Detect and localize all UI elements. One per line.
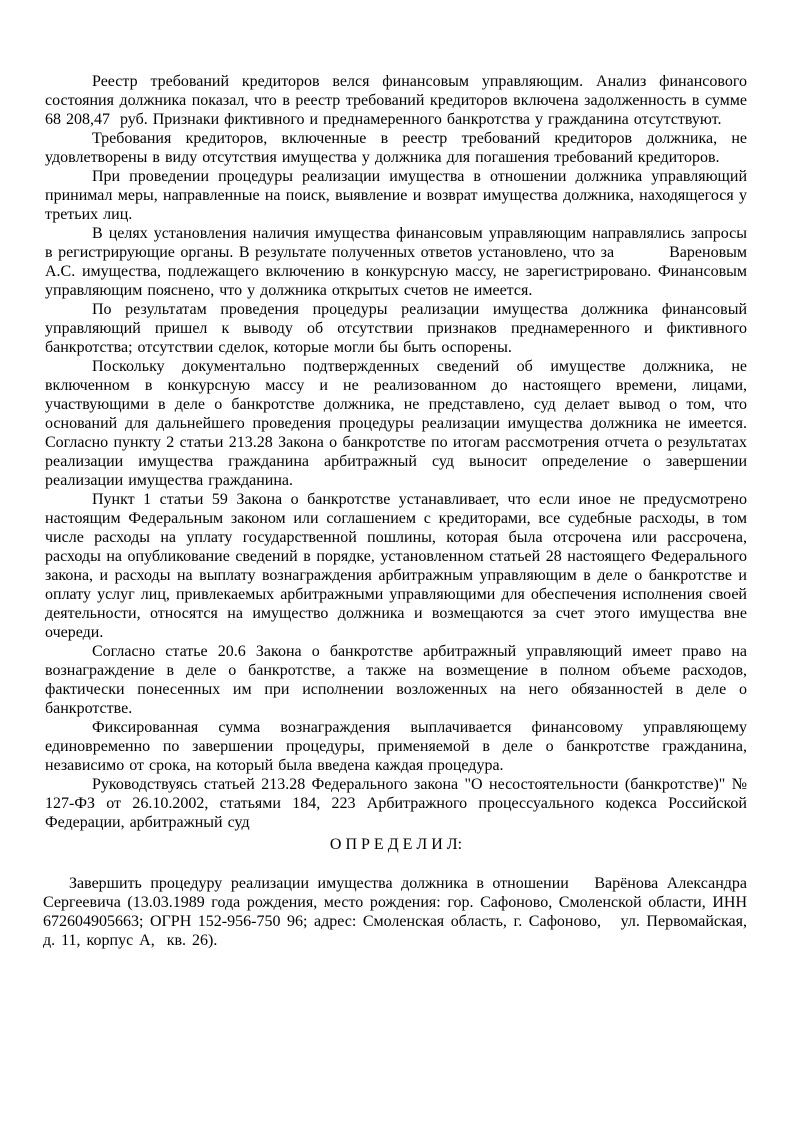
paragraph-claims-not-satisfied: Требования кредиторов, включенные в реестр требований кредиторов должника, не удовлетворены в виду отсутствия имущества у должника для погашения требований кредиторов. bbox=[45, 130, 747, 166]
paragraph-register-of-claims: Реестр требований кредиторов велся финансовым управляющим. Анализ финансового состояния должника показал, что в реестр требований кредиторов включена задолженность в сумме 68 208,47 руб. Признаки фиктивного и преднамеренного банкротства у гражданина отсутствуют. bbox=[45, 73, 747, 128]
paragraph-manager-measures: При проведении процедуры реализации имущества в отношении должника управляющий принимал меры, направленные на поиск, выявление и возврат имущества должника, находящегося у третьих лиц. bbox=[45, 168, 747, 223]
paragraph-procedure-results: По результатам проведения процедуры реализации имущества должника финансовый управляющий пришел к выводу об отсутствии признаков преднамеренного и фиктивного банкротства; отсутствии сделок, которые могли бы быть оспорены. bbox=[45, 301, 747, 356]
ruling-heading: О П Р Е Д Е Л И Л: bbox=[329, 836, 463, 853]
paragraph-guided-by: Руководствуясь статьей 213.28 Федерального закона "О несостоятельности (банкротстве)" № 127-ФЗ от 26.10.2002, статьями 184, 223 Арбитражного процессуального кодекса Российской Федерации, арбитражный суд bbox=[45, 776, 747, 831]
paragraph-article-20-6: Согласно статье 20.6 Закона о банкротстве арбитражный управляющий имеет право на вознаграждение в деле о банкротстве, а также на возмещение в полном объеме расходов, фактически понесенных им при исполнении возложенных на него обязанностей в деле о банкротстве. bbox=[45, 643, 747, 717]
ruling-paragraph: Завершить процедуру реализации имущества должника в отношении Варёнова Александра Сергеевича (13.03.1989 года рождения, место рождения: гор. Сафоново, Смоленской области, ИНН 672604905663; ОГРН 152-956-750 96; адрес: Смоленская область, г. Сафоново, ул. Первомайская, д. 11, корпус А, кв. 26). bbox=[43, 875, 747, 949]
paragraph-property-inquiries: В целях установления наличия имущества финансовым управляющим направлялись запросы в регистрирующие органы. В результате полученных ответов установлено, что за Вареновым А.С. имущества, подлежащего включению в конкурсную массу, не зарегистрировано. Финансовым управляющим пояснено, что у должника открытых счетов не имеется. bbox=[45, 225, 747, 299]
paragraph-article-59: Пункт 1 статьи 59 Закона о банкротстве устанавливает, что если иное не предусмотрено настоящим Федеральным законом или соглашением с кредиторами, все судебные расходы, в том числе расходы на уплату государственной пошлины, которая была отсрочена или рассрочена, расходы на опубликование сведений в порядке, установленном статьей 28 настоящего Федерального закона, и расходы на выплату вознаграждения арбитражным управляющим в деле о банкротстве и оплату услуг лиц, привлекаемых арбитражными управляющими для обеспечения исполнения своей деятельности, относятся на имущество должника и возмещаются за счет этого имущества вне очереди. bbox=[45, 491, 747, 641]
paragraph-fixed-remuneration: Фиксированная сумма вознаграждения выплачивается финансовому управляющему единовременно по завершении процедуры, применяемой в деле о банкротстве гражданина, независимо от срока, на который была введена каждая процедура. bbox=[45, 719, 747, 774]
paragraph-court-conclusion: Поскольку документально подтвержденных сведений об имуществе должника, не включенном в конкурсную массу и не реализованном до настоящего времени, лицами, участвующими в деле о банкротстве должника, не представлено, суд делает вывод о том, что оснований для дальнейшего проведения процедуры реализации имущества должника не имеется. Согласно пункту 2 статьи 213.28 Закона о банкротстве по итогам рассмотрения отчета о результатах реализации имущества гражданина арбитражный суд выносит определение о завершении реализации имущества гражданина. bbox=[45, 358, 747, 489]
